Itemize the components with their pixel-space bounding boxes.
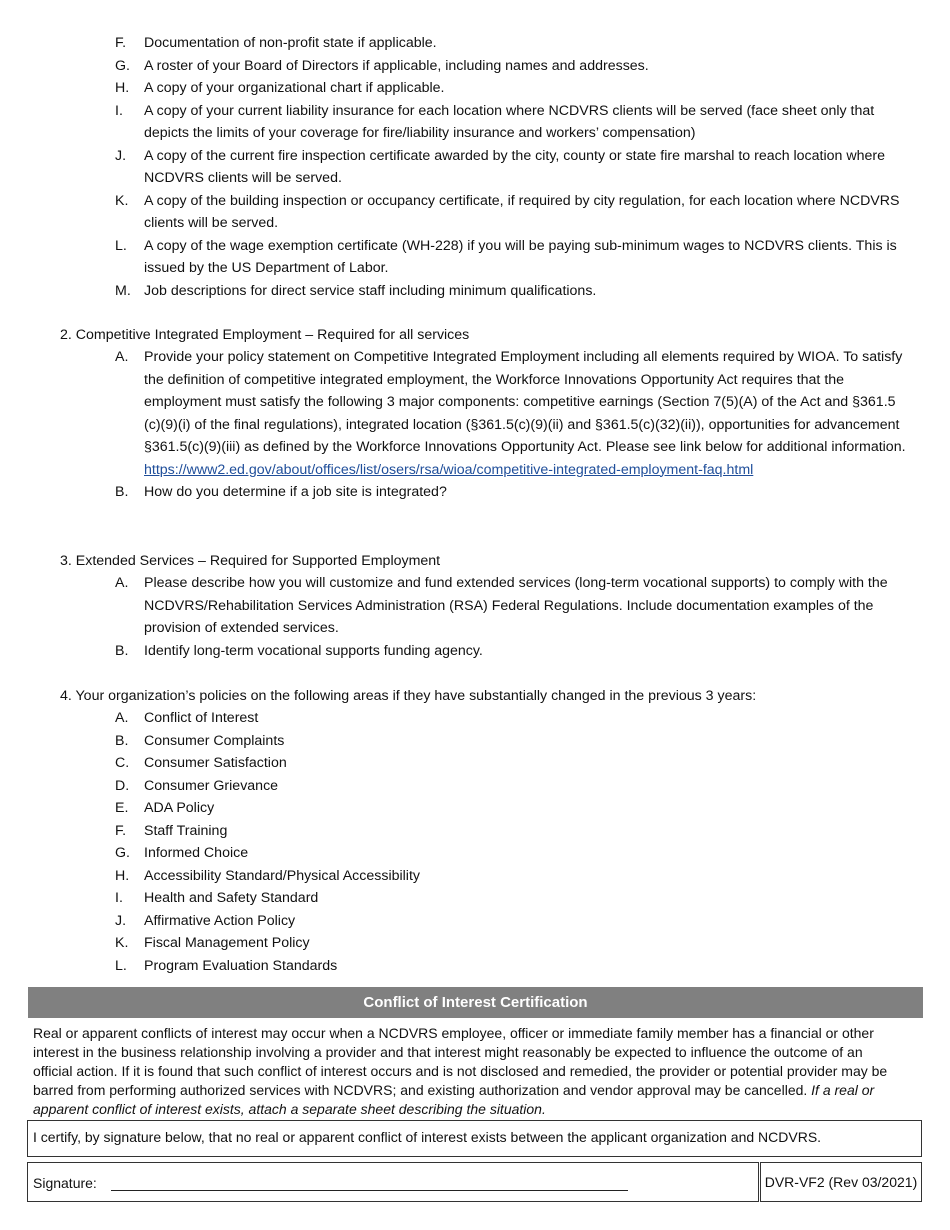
item-letter: B.: [115, 484, 129, 500]
item-text: A copy of your current liability insurance for each location where NCDVRS clients will be served (face sheet only that depicts the limits of your coverage for fire/liability insurance and workers’ compensation): [144, 102, 875, 141]
conflict-text: Real or apparent conflicts of interest may occur when a NCDVRS employee, officer or immediate family member has a financial or other interest in the business relationship involving a provider and that interest might reasonably be expected to influence the outcome of an official action. If it is found that such conflict of interest occurs and is not disclosed and remedied, the provider or potential provider may be barred from performing authorized services with NCDVRS; and existing authorization and vendor approval may be cancelled.: [33, 1025, 888, 1098]
item-text: Informed Choice: [144, 845, 249, 861]
item-letter: F.: [115, 822, 127, 839]
item-text: Conflict of Interest: [144, 710, 259, 726]
list-item: [0, 865, 950, 888]
item-text: Provide your policy statement on Competitive Integrated Employment including all elements required by WIOA. To satisfy the definition of competitive integrated employment, the Workforce Innovations Opportunity Act requires that the employment must satisfy the following 3 major components: competitive earnings (Section 7(5)(A) of the Act and §361.5 (c)(9)(i) of the final regulations), integrated location (§361.5(c)(9)(ii) and §361.5(c)(32)(ii)), opportunities for advancement §361.5(c)(9)(iii) as defined by the Workforce Innovations Opportunity Act. Please see link below for additional information.: [144, 349, 906, 455]
item-letter: C.: [115, 755, 130, 771]
list-item: [0, 280, 950, 303]
item-text: A copy of the building inspection or occupancy certificate, if required by city regulation, for each location where NCDVRS clients will be served.: [144, 192, 900, 231]
item-text: Program Evaluation Standards: [144, 957, 338, 974]
conflict-italic-text: If a real or apparent conflict of interest exists, attach a separate sheet describing the situation.: [33, 1082, 875, 1117]
conflict-banner-title: Conflict of Interest Certification: [28, 987, 923, 1018]
list-item: [0, 887, 950, 910]
section-2-heading: 2. Competitive Integrated Employment – Required for all services: [60, 327, 470, 343]
list-item: [0, 235, 950, 280]
item-text: Fiscal Management Policy: [144, 935, 310, 951]
item-letter: A.: [115, 710, 129, 726]
cie-faq-link[interactable]: https://www2.ed.gov/about/offices/list/osers/rsa/wioa/competitive-integrated-employment-faq.html: [144, 461, 754, 478]
item-text: How do you determine if a job site is integrated?: [144, 484, 447, 500]
item-letter: L.: [115, 237, 127, 254]
section-2-list: [0, 346, 950, 504]
item-letter: E.: [115, 800, 129, 816]
item-text: Affirmative Action Policy: [144, 912, 296, 929]
list-item: [0, 910, 950, 933]
item-letter: F.: [115, 35, 127, 51]
list-item: [0, 77, 950, 100]
list-item: [0, 797, 950, 820]
item-text: Staff Training: [144, 822, 228, 839]
item-letter: G.: [115, 57, 130, 74]
item-text: Documentation of non-profit state if applicable.: [144, 35, 437, 51]
item-letter: K.: [115, 192, 129, 209]
section-3-heading: 3. Extended Services – Required for Supported Employment: [60, 553, 441, 569]
signature-label: Signature:: [33, 1175, 97, 1191]
item-letter: M.: [115, 282, 131, 299]
item-text: Accessibility Standard/Physical Accessibility: [144, 867, 420, 884]
item-text: Health and Safety Standard: [144, 890, 319, 906]
item-letter: J.: [115, 147, 127, 164]
item-text: ADA Policy: [144, 800, 215, 816]
list-item: [0, 820, 950, 843]
signature-box: [27, 1162, 759, 1202]
signature-line[interactable]: [111, 1190, 628, 1191]
list-item: [0, 32, 950, 55]
list-item: [0, 707, 950, 730]
item-letter: B.: [115, 732, 129, 749]
item-letter: B.: [115, 642, 129, 659]
list-item: [0, 55, 950, 78]
section-4-list: [0, 707, 950, 977]
list-item: [0, 932, 950, 955]
item-text: Please describe how you will customize and fund extended services (long-term vocational supports) to comply with the NCDVRS/Rehabilitation Services Administration (RSA) Federal Regulations. Include documentation examples of the provision of extended services.: [144, 575, 888, 636]
list-item: [0, 640, 950, 663]
list-item: [0, 190, 950, 235]
list-item: [0, 481, 950, 504]
list-item: [0, 145, 950, 190]
item-text: Consumer Satisfaction: [144, 755, 287, 771]
list-item: [0, 842, 950, 865]
list-item: [0, 730, 950, 753]
list-item: [0, 955, 950, 978]
item-letter: H.: [115, 80, 130, 96]
list-item: [0, 100, 950, 145]
item-letter: J.: [115, 912, 127, 929]
section-3-list: [0, 572, 950, 662]
item-letter: I.: [115, 890, 123, 906]
item-letter: I.: [115, 102, 123, 119]
list-item: [0, 572, 950, 640]
item-letter: D.: [115, 777, 130, 794]
list-item: [0, 346, 950, 481]
list-item: [0, 752, 950, 775]
item-text: Job descriptions for direct service staff including minimum qualifications.: [144, 282, 597, 299]
item-letter: L.: [115, 957, 127, 974]
list-item: [0, 775, 950, 798]
item-text: Consumer Complaints: [144, 732, 285, 749]
section-1-list: [0, 32, 950, 302]
conflict-paragraph: [33, 1024, 895, 1119]
form-code: DVR-VF2 (Rev 03/2021): [760, 1162, 922, 1202]
item-letter: G.: [115, 845, 130, 861]
item-letter: K.: [115, 935, 129, 951]
item-text: A copy of your organizational chart if applicable.: [144, 80, 445, 96]
item-letter: H.: [115, 867, 130, 884]
item-letter: A.: [115, 349, 129, 365]
item-text: Identify long-term vocational supports funding agency.: [144, 642, 483, 659]
item-text: A copy of the current fire inspection certificate awarded by the city, county or state fire marshal to reach location where NCDVRS clients will be served.: [144, 147, 886, 186]
certify-statement: I certify, by signature below, that no real or apparent conflict of interest exists between the applicant organization and NCDVRS.: [27, 1120, 922, 1157]
item-text: A copy of the wage exemption certificate (WH-228) if you will be paying sub-minimum wages to NCDVRS clients. This is issued by the US Department of Labor.: [144, 237, 897, 276]
item-text: Consumer Grievance: [144, 777, 279, 794]
item-letter: A.: [115, 575, 129, 591]
item-text: A roster of your Board of Directors if applicable, including names and addresses.: [144, 57, 649, 74]
section-4-heading: 4. Your organization’s policies on the following areas if they have substantially changed in the previous 3 years:: [60, 688, 757, 704]
